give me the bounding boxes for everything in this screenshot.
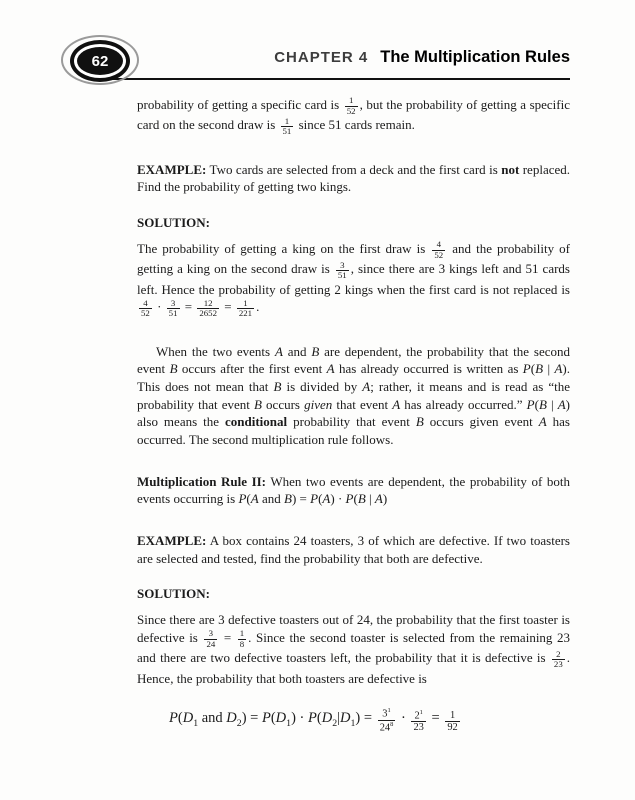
text-run: When the two events (156, 343, 275, 359)
i-run: B (535, 361, 544, 377)
solution-heading-1 (137, 214, 570, 232)
text-run: has already occurred.” (400, 396, 527, 412)
text-run: | (337, 710, 341, 727)
text-run: . Hence, the probability that both toasters are defective is (137, 650, 570, 686)
page-header (0, 0, 635, 96)
i-run: P (261, 710, 271, 727)
text-run: ; rather, it means and is read as “the probability that event (137, 379, 570, 412)
text-run: | (543, 361, 555, 377)
sub-run: 1 (350, 718, 356, 730)
solution-paragraph-2 (137, 611, 570, 687)
i-run: A (374, 491, 383, 507)
text-run: · (153, 299, 165, 315)
text-run: ) = (241, 710, 262, 727)
text-run: ( (270, 710, 276, 727)
i-run: D (275, 710, 287, 727)
page-number: 62 (91, 52, 109, 70)
text-run: ) · (330, 491, 346, 507)
i-run: A (554, 361, 563, 377)
text-run: A box contains 24 toasters, 3 of which are defective. If two toasters are selected and tested, find the probability that both are defective. (137, 533, 570, 566)
fraction: $\frac{3}{51}$ (168, 297, 178, 319)
text-run: = (181, 299, 196, 315)
fraction: $\frac{1}{8}$ (239, 628, 245, 649)
text-run: The probability of getting a king on the first draw is (137, 240, 431, 256)
text-run: occurs after the first event (177, 361, 327, 377)
text-run: . Since the second toaster is selected from the remaining 23 and there are two defective toasters left, the probability that it is defective is (137, 629, 570, 666)
i-run: B (273, 379, 282, 395)
i-run: A (557, 396, 566, 412)
i-run: A (322, 491, 331, 507)
sub-run: 1 (193, 718, 199, 730)
text-run: ) = (355, 710, 376, 727)
text-run: and (198, 710, 227, 727)
text-run: occurs (261, 396, 305, 412)
probability-equation (169, 707, 570, 733)
text-run: When two events are dependent, the probability of both events occurring is (137, 473, 570, 507)
text-run: and (258, 491, 284, 507)
text-run: | (546, 396, 558, 412)
text-run: ( (318, 491, 323, 507)
page-content (137, 96, 570, 750)
text-run: ( (530, 361, 536, 377)
fraction: $\frac{3}{51}$ (337, 259, 347, 281)
i-run: P (308, 710, 317, 727)
fraction: $\frac{1}{52}$ (346, 95, 356, 116)
chapter-heading (274, 48, 570, 67)
b-run: EXAMPLE: (137, 533, 207, 549)
b-run: EXAMPLE: (137, 161, 207, 177)
header-rule (95, 78, 570, 80)
page-number-badge (70, 40, 130, 82)
text-run: | (365, 491, 375, 507)
continuation-paragraph (137, 96, 570, 137)
i-run: D (340, 710, 351, 727)
text-run: has occurred. The second multiplication rule follows. (137, 414, 570, 448)
text-run: = (221, 299, 235, 315)
text-run: ) = (291, 491, 311, 507)
dependent-events-paragraph (137, 343, 570, 449)
text-run: is divided by (281, 379, 363, 395)
text-run: · (397, 710, 410, 727)
i-run: D (226, 710, 237, 727)
text-run: ( (353, 491, 358, 507)
text-run: = (427, 710, 444, 727)
text-run: has already occurred is written as (334, 361, 523, 377)
i-run: A (250, 491, 259, 507)
text-run: probability of getting a specific card is (137, 97, 343, 112)
fraction: $\frac{1}{221}$ (238, 297, 253, 319)
multiplication-rule-2 (137, 473, 570, 508)
text-run: probability that event (287, 414, 416, 430)
i-run: A (538, 414, 547, 430)
text-run: ) also means the (137, 396, 570, 430)
i-run: D (182, 710, 194, 727)
i-run: A (326, 361, 335, 377)
text-run: that event (332, 396, 393, 412)
i-run: P (310, 491, 319, 507)
i-run: P (238, 491, 247, 507)
i-run: P (169, 710, 178, 727)
text-run: ( (177, 710, 183, 727)
fraction: $\frac{12}{2652}$ (199, 297, 217, 319)
fraction: $\frac{3^1}{24^8}$ (379, 707, 394, 734)
sub-run: 1 (286, 718, 292, 730)
i-run: B (538, 396, 547, 412)
i-run: D (321, 710, 333, 727)
solution-paragraph-1 (137, 240, 570, 319)
b-run: not (501, 161, 520, 177)
b-run: SOLUTION: (137, 215, 210, 231)
i-run: A (362, 379, 371, 395)
text-run: ) · (291, 710, 308, 727)
text-run: ). This does not mean that (137, 361, 571, 395)
i-run: B (169, 361, 178, 377)
i-run: A (274, 343, 283, 359)
sub-run: 2 (236, 718, 242, 730)
text-run: Two cards are selected from a deck and the first card is (206, 161, 502, 177)
text-run: , but the probability of getting a specific card on the second draw is (137, 97, 570, 133)
badge-ellipse-inner (77, 47, 123, 75)
sub-run: 2 (332, 718, 338, 730)
chapter-label: CHAPTER 4 (274, 49, 369, 66)
i-run: B (415, 414, 424, 430)
text-run: occurs given event (423, 414, 539, 430)
text-run: ( (534, 396, 539, 412)
text-run: . (256, 299, 260, 315)
chapter-title: The Multiplication Rules (380, 48, 570, 66)
i-run: B (311, 343, 320, 359)
i-run: P (526, 396, 535, 412)
i-run: B (357, 491, 366, 507)
i-run: P (345, 491, 354, 507)
b-run: SOLUTION: (137, 586, 210, 602)
text-run: are dependent, the probability that the second event (137, 343, 570, 377)
text-run: = (219, 629, 236, 645)
fraction: $\frac{2^1}{23}$ (413, 708, 424, 734)
text-run: and (282, 343, 312, 359)
text-run: and the probability of getting a king on the second draw is (137, 240, 571, 277)
i-run: B (283, 491, 292, 507)
fraction: $\frac{2}{23}$ (553, 648, 563, 670)
b-run: Multiplication Rule II: (137, 473, 267, 489)
text-run: ( (246, 491, 251, 507)
fraction: $\frac{1}{92}$ (447, 710, 458, 734)
i-run: A (392, 396, 401, 412)
fraction: $\frac{4}{52}$ (434, 239, 444, 260)
fraction: $\frac{3}{24}$ (206, 628, 216, 649)
text-run: since 51 cards remain. (295, 117, 415, 133)
text-run: ) (382, 491, 388, 507)
fraction: $\frac{4}{52}$ (141, 297, 150, 319)
b-run: conditional (225, 414, 288, 430)
fraction: $\frac{1}{51}$ (282, 115, 292, 137)
example-1 (137, 161, 570, 196)
i-run: given (304, 396, 333, 412)
text-run: Since there are 3 defective toasters out of 24, the probability that the first toaster is defective is (137, 612, 570, 645)
text-run: ( (316, 710, 322, 727)
example-2 (137, 532, 570, 567)
text-run: , since there are 3 kings left and 51 cards left. Hence the probability of getting 2 kings when the first card is not replaced is (137, 261, 570, 297)
solution-heading-2 (137, 585, 570, 603)
i-run: B (254, 396, 262, 412)
i-run: P (522, 361, 531, 377)
text-run: replaced. Find the probability of getting two kings. (137, 161, 570, 195)
